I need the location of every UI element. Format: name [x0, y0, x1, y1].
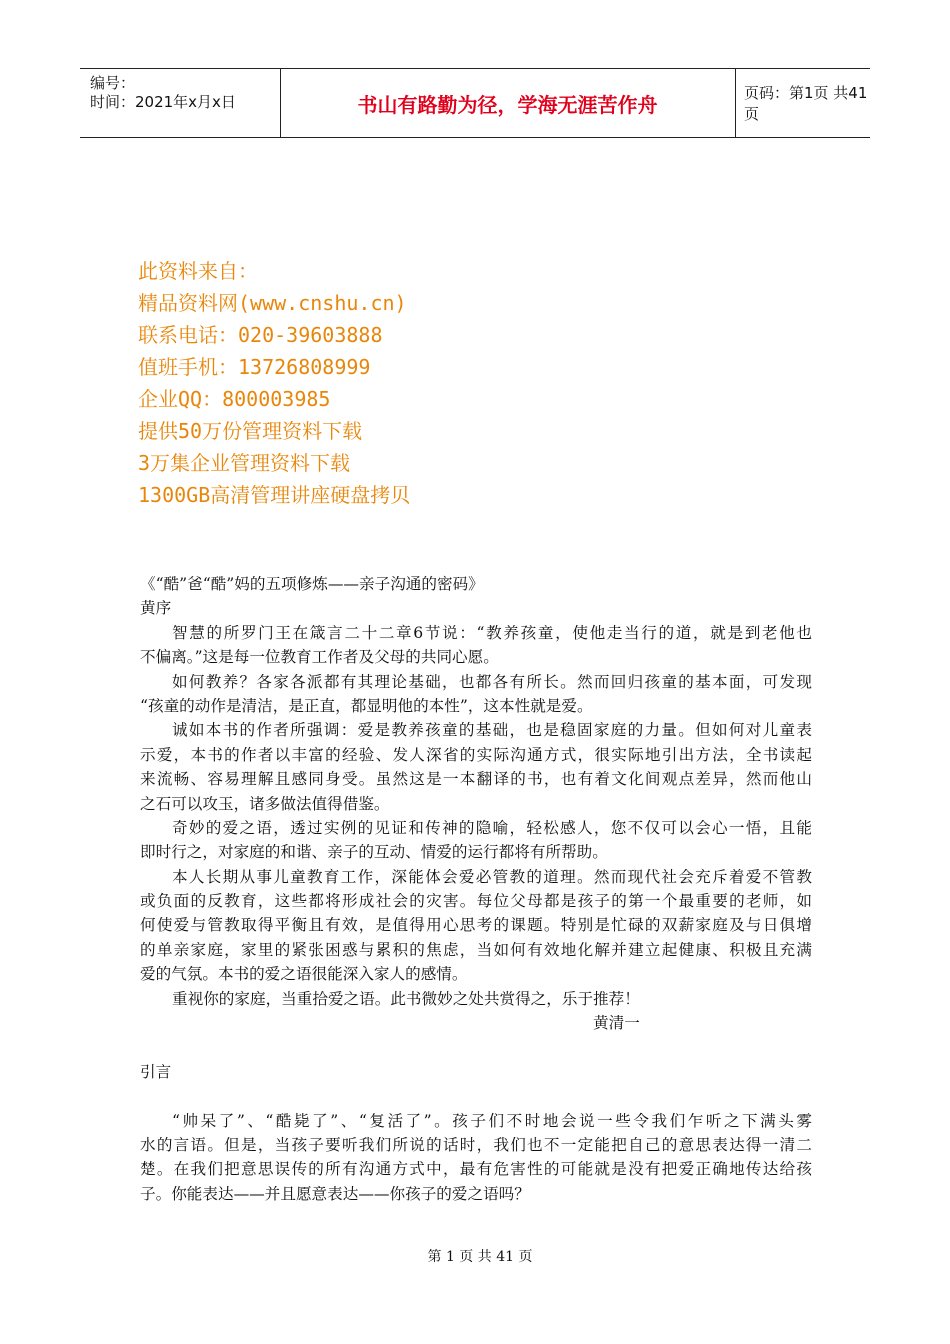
- date-label: 时间：2021年x月x日: [90, 93, 236, 111]
- promo-line: 精品资料网(www.cnshu.cn): [138, 291, 407, 315]
- intro-heading: 引言: [140, 1062, 172, 1081]
- number-label: 编号：: [90, 74, 136, 92]
- intro-line: “帅呆了”、“酷毙了”、“复活了”。孩子们不时地会说一些令我们乍听之下满头雾: [172, 1111, 812, 1130]
- page-footer: [0, 1246, 950, 1266]
- intro-line: 楚。在我们把意思误传的所有沟通方式中，最有危害性的可能就是没有把爱正确地传达给孩: [140, 1160, 812, 1179]
- document-body: [140, 572, 812, 1206]
- intro-line: 子。你能表达——并且愿意表达——你孩子的爱之语吗？: [140, 1184, 530, 1203]
- promo-line: 1300GB高清管理讲座硬盘拷贝: [138, 483, 411, 507]
- promo-line: 值班手机：13726808999: [138, 355, 371, 379]
- preface-line: 即时行之，对家庭的和谐、亲子的互动、情爱的运行都将有所帮助。: [140, 843, 608, 862]
- preface-line: 本人长期从事儿童教育工作，深能体会爱必管教的道理。然而现代社会充斥着爱不管教: [172, 867, 812, 886]
- preface-line: 之石可以攻玉，诸多做法值得借鉴。: [140, 794, 390, 813]
- preface-line: 奇妙的爱之语，透过实例的见证和传神的隐喻，轻松感人，您不仅可以会心一悟，且能: [172, 818, 812, 837]
- preface-line: 的单亲家庭，家里的紧张困惑与累积的焦虑，当如何有效地化解并建立起健康、积极且充满: [140, 940, 812, 959]
- motto-text: 书山有路勤为径，学海无涯苦作舟: [357, 92, 658, 117]
- promo-line: 提供50万份管理资料下载: [138, 419, 363, 443]
- preface-line: 或负面的反教育，这些都将形成社会的灾害。每位父母都是孩子的第一个最重要的老师，如: [140, 892, 812, 911]
- promo-line: 此资料来自：: [138, 259, 258, 283]
- footer-page-number: 第 1 页 共 41 页: [427, 1249, 533, 1265]
- promo-block: [138, 255, 410, 511]
- preface-line: “孩童的动作是清洁，是正直，都显明他的本性”，这本性就是爱。: [140, 696, 593, 715]
- promo-line: 联系电话：020-39603888: [138, 323, 383, 347]
- header-meta-cell: [80, 69, 281, 137]
- page-info-cell: [736, 69, 878, 137]
- preface-line: 爱的气氛。本书的爱之语很能深入家人的感情。: [140, 965, 468, 984]
- preface-line: 智慧的所罗门王在箴言二十二章6节说：“教养孩童，使他走当行的道，就是到老他也: [172, 623, 812, 642]
- preface-line: 不偏离。”这是每一位教育工作者及父母的共同心愿。: [140, 648, 499, 667]
- preface-line: 何使爱与管教取得平衡且有效，是值得用心思考的课题。特别是忙碌的双薪家庭及与日俱增: [140, 916, 812, 935]
- preface-line: 来流畅、容易理解且感同身受。虽然这是一本翻译的书，也有着文化间观点差异，然而他山: [140, 770, 812, 789]
- preface-line: 如何教养？各家各派都有其理论基础，也都各有所长。然而回归孩童的基本面，可发现: [172, 672, 812, 691]
- page-info-text: 页码：第1页 共41页: [744, 84, 868, 123]
- book-title: 《“酷”爸“酷”妈的五项修炼——亲子沟通的密码》: [140, 575, 484, 593]
- preface-line: 诚如本书的作者所强调：爱是教养孩童的基础，也是稳固家庭的力量。但如何对儿童表: [172, 721, 812, 740]
- intro-line: 水的言语。但是，当孩子要听我们所说的话时，我们也不一定能把自己的意思表达得一清二: [140, 1135, 812, 1154]
- promo-line: 企业QQ：800003985: [138, 387, 331, 411]
- motto-cell: [280, 69, 736, 137]
- signature: 黄清一: [593, 1014, 640, 1033]
- promo-line: 3万集企业管理资料下载: [138, 451, 351, 475]
- preface-line: 重视你的家庭，当重拾爱之语。此书微妙之处共赏得之，乐于推荐！: [172, 989, 640, 1008]
- header-table: [80, 68, 870, 138]
- preface-line: 示爱，本书的作者以丰富的经验、发人深省的实际沟通方式，很实际地引出方法，全书读起: [140, 745, 812, 764]
- preface-heading: 黄序: [140, 599, 172, 618]
